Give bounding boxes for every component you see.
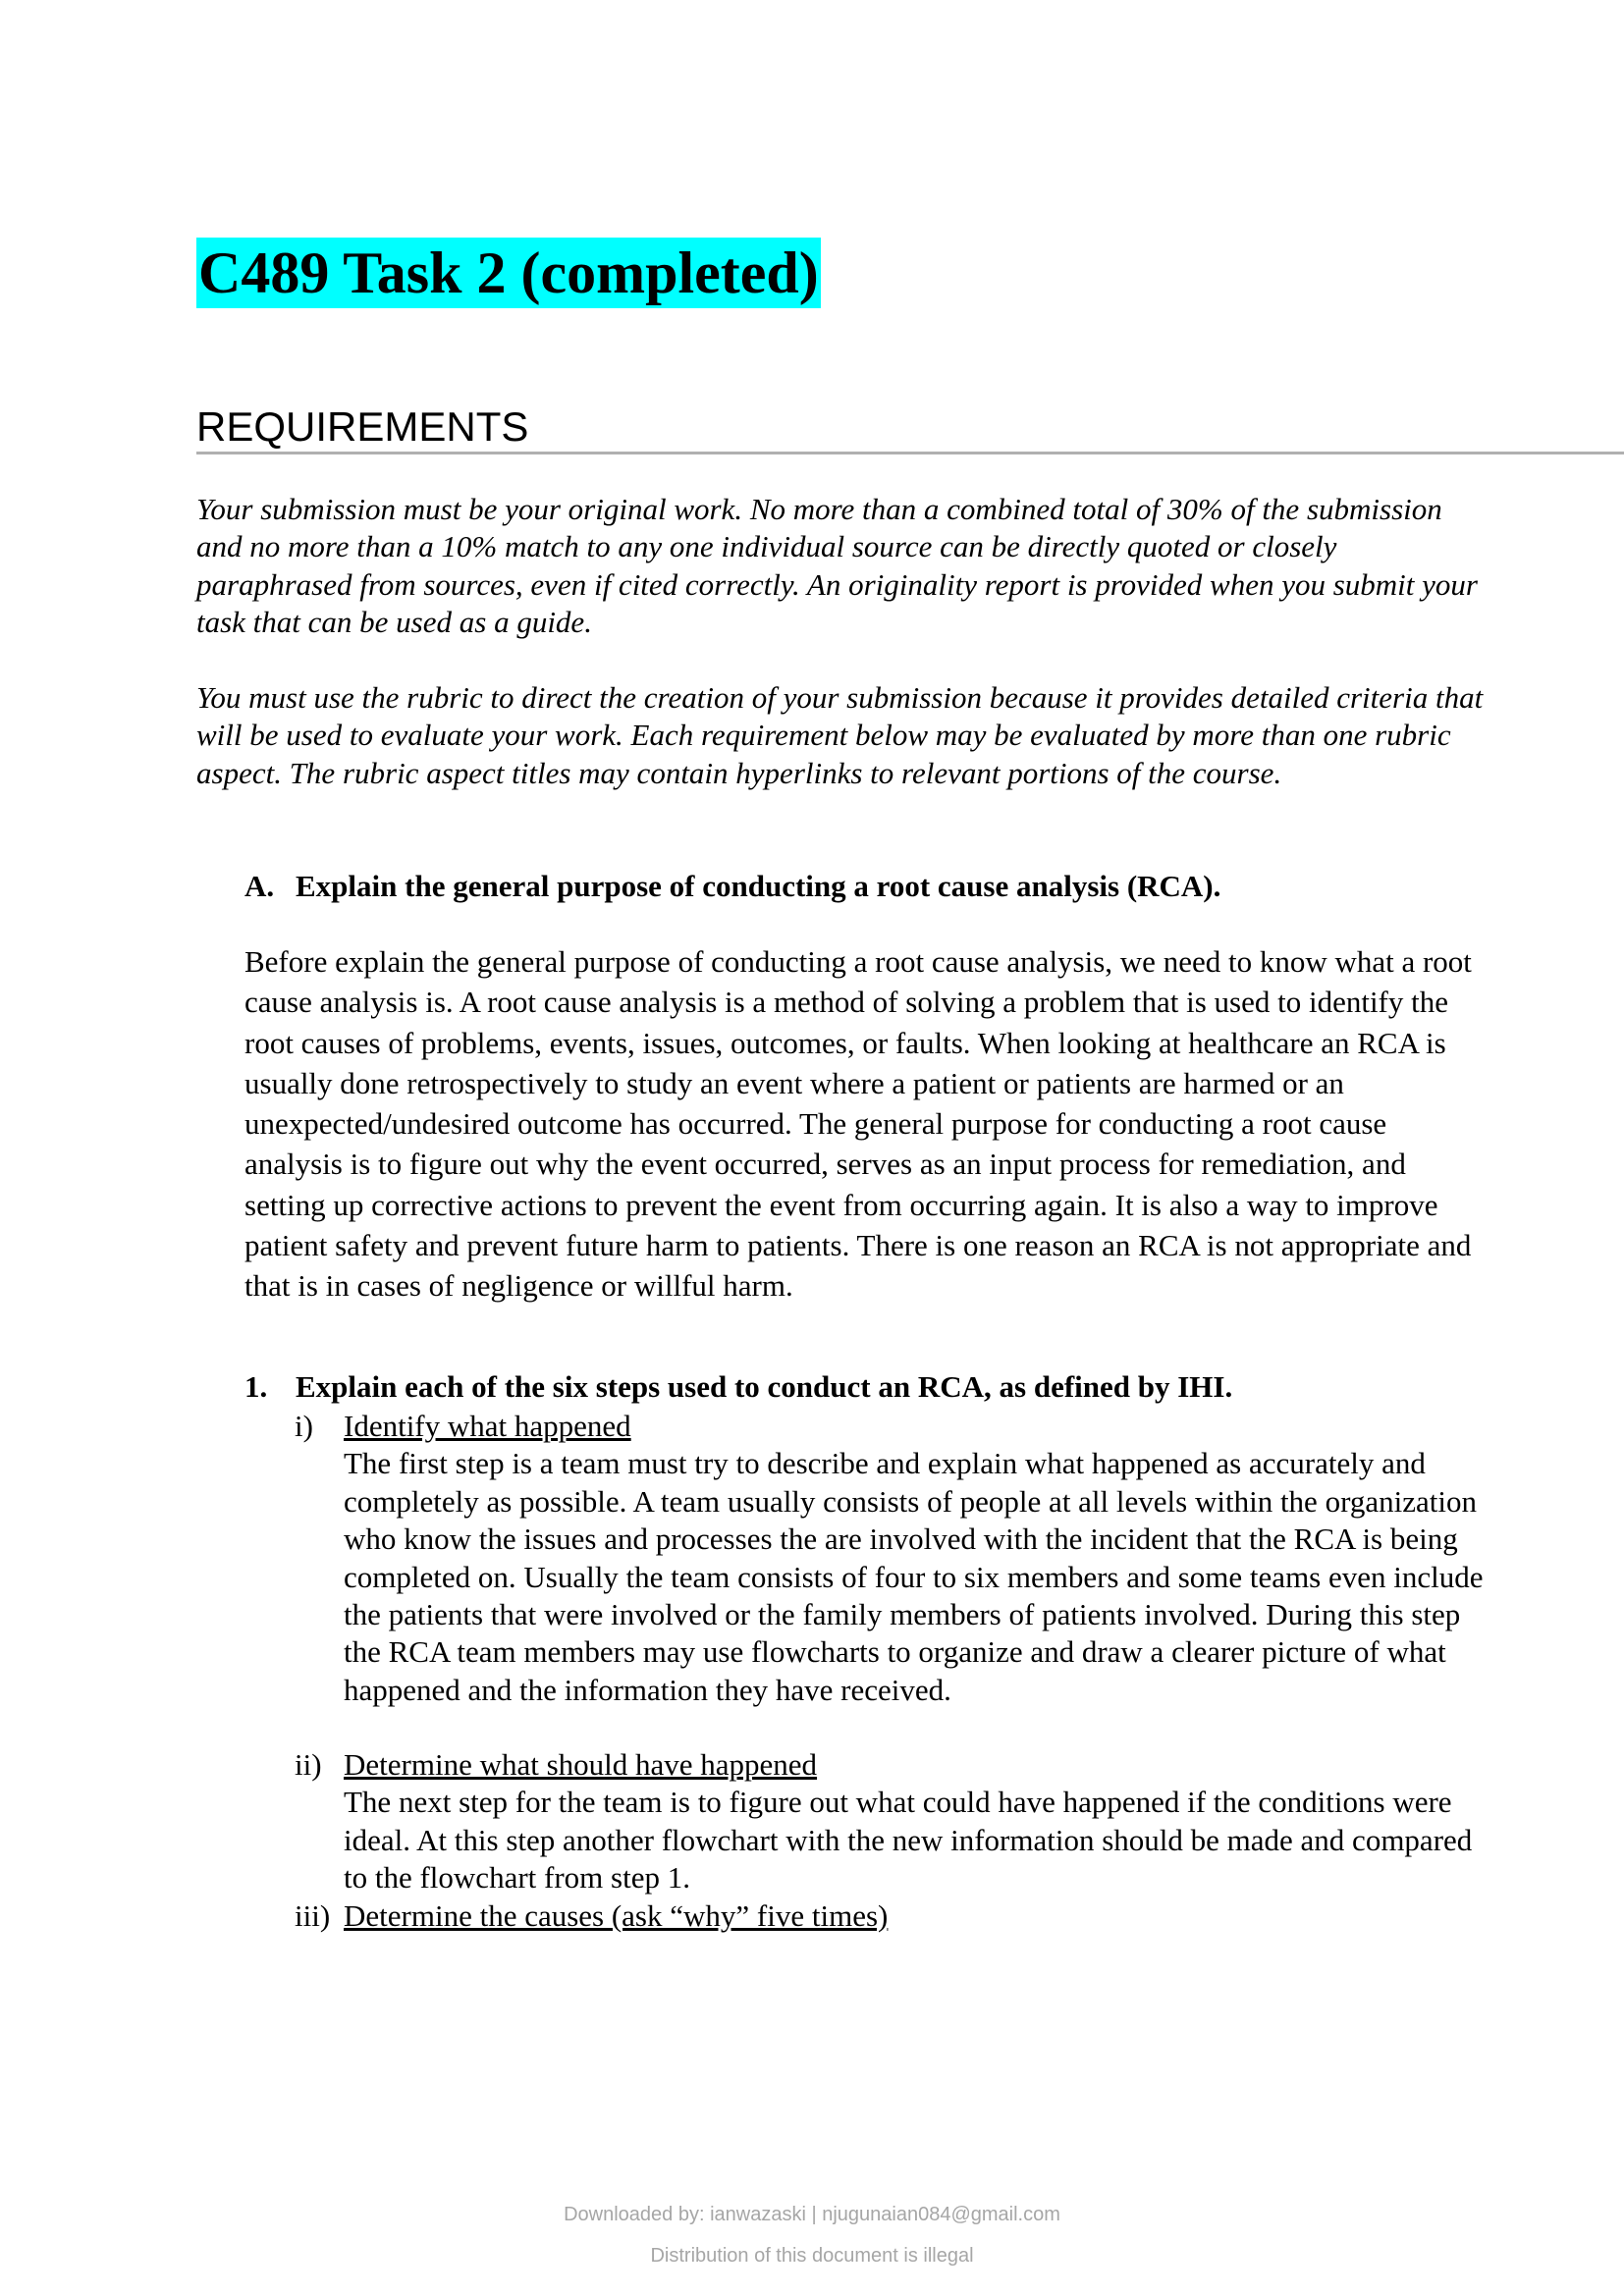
document-title: C489 Task 2 (completed): [196, 238, 821, 308]
intro-paragraph-rubric: You must use the rubric to direct the creation of your submission because it provides detailed criteria that will be used to evaluate your work. Each requirement below may be evaluated by more than one rubric aspect. The rubric aspect titles may contain hyperlinks to relevant portions of the course.: [196, 680, 1484, 790]
step-numeral: ii): [295, 1747, 322, 1782]
section-heading-requirements: REQUIREMENTS: [196, 403, 529, 450]
footer-distribution-notice: Distribution of this document is illegal: [650, 2245, 974, 2267]
part-a-heading-text: Explain the general purpose of conducting a root cause analysis (RCA).: [296, 869, 1221, 903]
part-1-heading-text: Explain each of the six steps used to conduct an RCA, as defined by IHI.: [296, 1369, 1233, 1404]
step-title: Determine what should have happened: [344, 1747, 818, 1782]
section-divider: [196, 452, 1624, 454]
step-title: Determine the causes (ask “why” five times): [344, 1898, 889, 1933]
part-a-marker: A.: [244, 869, 275, 903]
intro-paragraph-originality: Your submission must be your original work. No more than a combined total of 30% of the submission and no more than a 10% match to any one individual source can be directly quoted or closely paraphrased from sources, even if cited correctly. An originality report is provided when you submit your task that can be used as a guide.: [196, 492, 1478, 640]
step-numeral: iii): [295, 1898, 331, 1933]
part-1-heading: [244, 1368, 1521, 1406]
step-numeral: i): [295, 1409, 313, 1443]
part-1-marker: 1.: [244, 1369, 268, 1404]
step-title: Identify what happened: [344, 1409, 631, 1443]
footer-downloaded-by: Downloaded by: ianwazaski | njugunaian084@gmail.com: [564, 2204, 1060, 2225]
part-a-heading: [244, 868, 1521, 905]
step-text: The next step for the team is to figure out what could have happened if the conditions were ideal. At this step another flowchart with the new information should be made and compared to the flowchart from step 1.: [344, 1785, 1473, 1896]
step-text: The first step is a team must try to describe and explain what happened as accurately and completely as possible. A team usually consists of people at all levels within the organization who know the issues and processes the are involved with the incident that the RCA is being completed on. Usually the team consists of four to six members and some teams even include the patients that were involved or the family members of patients involved. During this step the RCA team members may use flowcharts to organize and draw a clearer picture of what happened and the information they have received.: [344, 1446, 1484, 1707]
part-a-body: Before explain the general purpose of conducting a root cause analysis, we need to know what a root cause analysis is. A root cause analysis is a method of solving a problem that is used to identify the root causes of problems, events, issues, outcomes, or faults. When looking at healthcare an RCA is usually done retrospectively to study an event where a patient or patients are harmed or an unexpected/undesired outcome has occurred. The general purpose for conducting a root cause analysis is to figure out why the event occurred, serves as an input process for remediation, and setting up corrective actions to prevent the event from occurring again. It is also a way to improve patient safety and prevent future harm to patients. There is one reason an RCA is not appropriate and that is in cases of negligence or willful harm.: [244, 944, 1472, 1304]
